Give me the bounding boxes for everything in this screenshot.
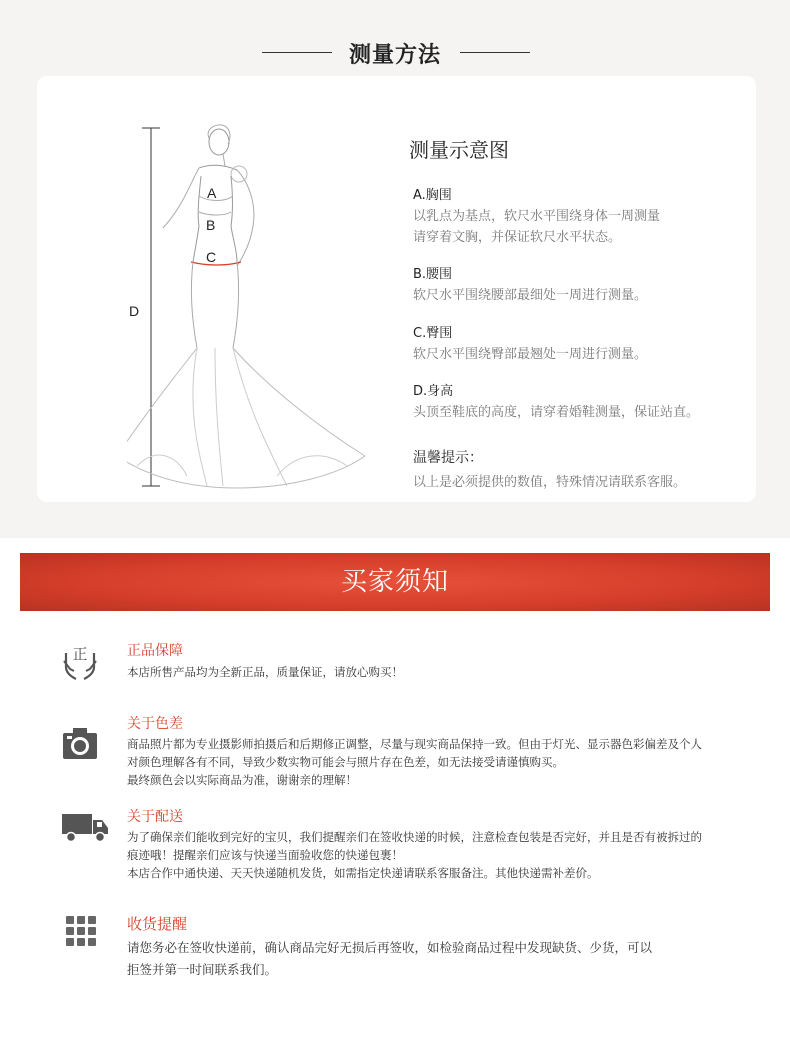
notice-text-receipt — [127, 937, 767, 981]
warm-tip-label: 温馨提示： — [413, 450, 483, 466]
gown-sketch-illustration — [127, 116, 367, 496]
measure-item-desc: 头顶至鞋底的高度，请穿着婚鞋测量，保证站直。 — [413, 405, 700, 420]
measure-item-label: A.胸围 — [413, 188, 452, 203]
measure-item-label: C.臀围 — [413, 326, 453, 341]
notice-line: 最终颜色会以实际商品为准，谢谢亲的理解！ — [127, 773, 357, 787]
sketch-label-d: D — [129, 303, 140, 319]
measurement-card — [37, 76, 756, 502]
measure-item-desc: 请穿着文胸，并保证软尺水平状态。 — [413, 230, 622, 245]
measure-item-desc: 软尺水平围绕腰部最细处一周进行测量。 — [413, 288, 648, 303]
notice-line: 痕迹哦！提醒亲们应该与快递当面验收您的快递包裹！ — [127, 848, 403, 862]
warm-tip — [413, 448, 743, 493]
notice-line: 商品照片都为专业摄影师拍摄后和后期修正调整，尽量与现实商品保持一致。但由于灯光、显示器色彩偏差及个人 — [127, 737, 702, 751]
sketch-label-a: A — [207, 185, 217, 201]
measure-item-desc: 软尺水平围绕臀部最翘处一周进行测量。 — [413, 347, 648, 362]
notice-text-genuine — [127, 663, 767, 681]
notice-text-color — [127, 735, 767, 789]
diagram-title: 测量示意图 — [409, 138, 509, 162]
truck-icon — [60, 806, 110, 846]
notice-line: 拒签并第一时间联系我们。 — [127, 962, 278, 977]
notice-line: 本店所售产品均为全新正品，质量保证，请放心购买！ — [127, 665, 403, 679]
measure-item-bust — [413, 186, 743, 248]
notice-title-color: 关于色差 — [127, 716, 183, 732]
notice-title-genuine: 正品保障 — [127, 643, 183, 659]
measure-item-label: B.腰围 — [413, 267, 453, 282]
genuine-hands-icon — [60, 641, 100, 681]
warm-tip-desc: 以上是必须提供的数值，特殊情况请联系客服。 — [413, 475, 687, 490]
measure-item-height — [413, 382, 743, 423]
buyer-notice-title: 买家须知 — [340, 567, 449, 597]
grid-icon — [66, 916, 96, 946]
measure-item-waist — [413, 265, 743, 306]
buyer-notice-banner — [20, 553, 770, 611]
notice-line: 本店合作中通快递、天天快递随机发货，如需指定快递请联系客服备注。其他快递需补差价。 — [127, 866, 599, 880]
sketch-label-c: C — [206, 249, 217, 265]
measure-item-label: D.身高 — [413, 384, 454, 399]
measurement-title: 测量方法 — [348, 43, 441, 68]
camera-icon — [60, 724, 100, 764]
notice-title-receipt: 收货提醒 — [127, 915, 188, 933]
title-line-right — [460, 52, 530, 53]
notice-line: 为了确保亲们能收到完好的宝贝，我们提醒亲们在签收快递的时候，注意检查包装是否完好，并且是否有被拆过的 — [127, 830, 702, 844]
measure-item-hip — [413, 324, 743, 365]
sketch-label-b: B — [206, 217, 216, 233]
notice-title-delivery: 关于配送 — [127, 809, 183, 825]
svg-text:正: 正 — [72, 645, 88, 663]
notice-line: 请您务必在签收快递前，确认商品完好无损后再签收，如检验商品过程中发现缺货、少货，可以 — [127, 940, 653, 955]
measure-item-desc: 以乳点为基点，软尺水平围绕身体一周测量 — [413, 209, 661, 224]
notice-line: 对颜色理解各有不同，导致少数实物可能会与照片存在色差，如无法接受请谨慎购买。 — [127, 755, 564, 769]
notice-text-delivery — [127, 828, 767, 882]
